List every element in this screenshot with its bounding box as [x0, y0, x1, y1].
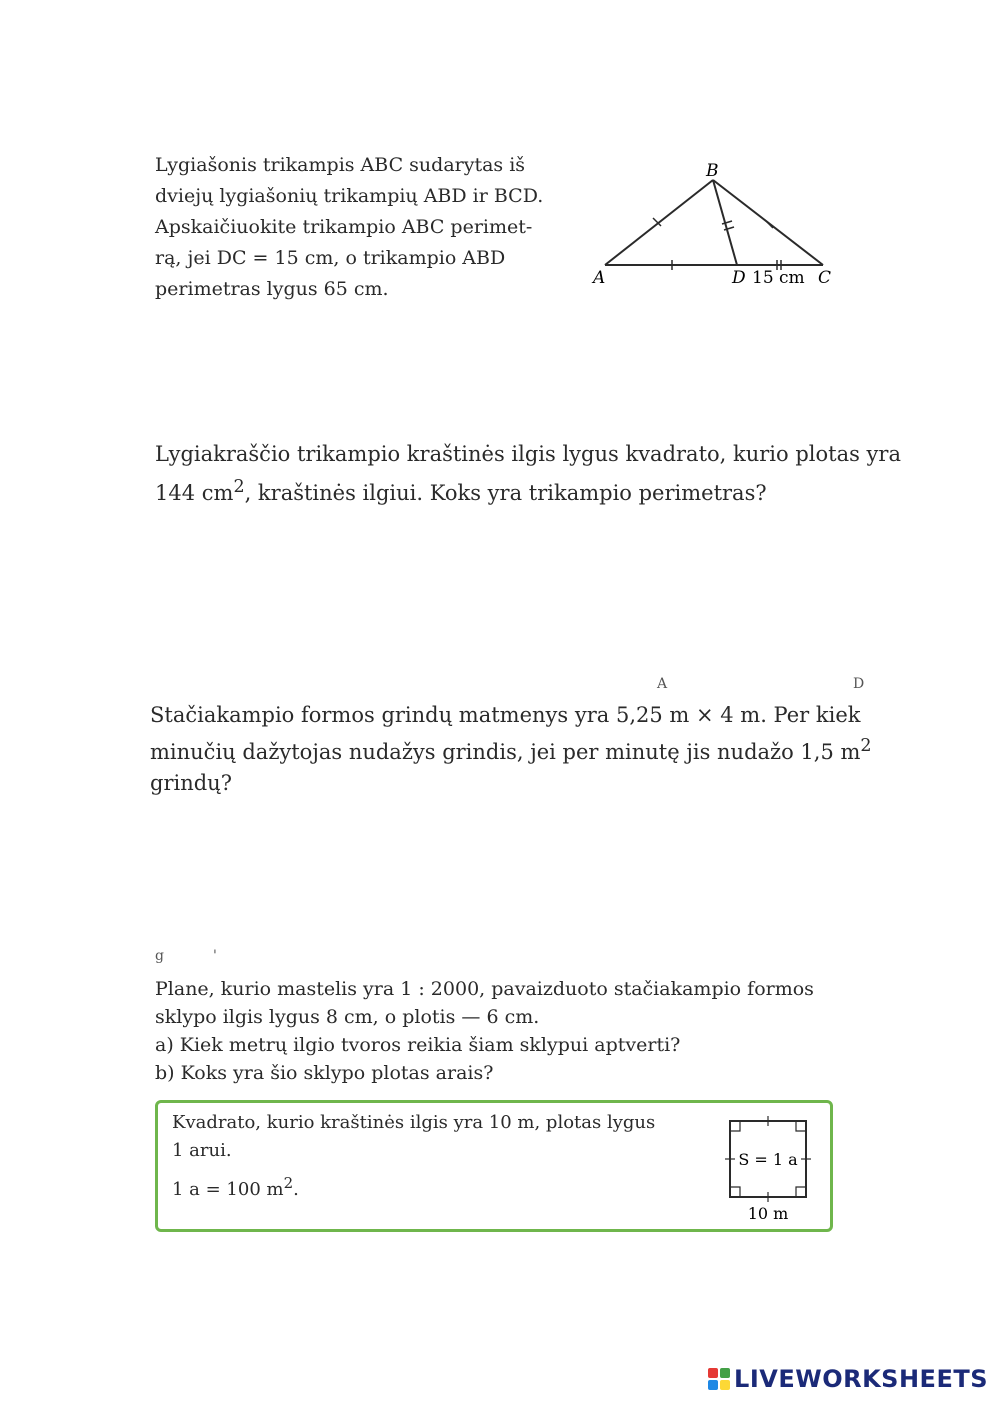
problem-2-line: Lygiakraščio trikampio kraštinės ilgis lygus kvadrato, kurio plotas yra — [155, 442, 901, 466]
segment-label-dc: 15 cm — [752, 268, 805, 288]
vertex-label-c: C — [818, 268, 832, 288]
problem-2-text — [155, 438, 905, 510]
problem-4-text — [155, 975, 845, 1087]
problem-1-line: Apskaičiuokite trikampio ABC perimet- — [155, 216, 533, 238]
problem-4-question-b: b) Koks yra šio sklypo plotas arais? — [155, 1062, 494, 1084]
problem-1-text — [155, 150, 555, 305]
vertex-label-b: B — [706, 161, 719, 181]
vertex-label-d: D — [732, 268, 746, 288]
problem-4-line: sklypo ilgis lygus 8 cm, o plotis — 6 cm. — [155, 1006, 540, 1028]
square-figure — [718, 1113, 818, 1225]
problem-3-line: minučių dažytojas nudažys grindis, jei per minutę jis nudažo 1,5 $m^2$ — [150, 736, 872, 764]
clipped-tick: ' — [213, 948, 217, 964]
problem-1-line: dviejų lygiašonių trikampių ABD ir BCD. — [155, 185, 544, 207]
clipped-letter-g: g — [155, 948, 164, 964]
problem-3-line: grindų? — [150, 771, 232, 795]
info-line: 1 arui. — [172, 1140, 232, 1161]
problem-1-line: perimetras lygus 65 cm. — [155, 278, 389, 300]
problem-1-line: Lygiašonis trikampis ABC sudarytas iš — [155, 154, 526, 176]
problem-1-line: rą, jei DC = 15 cm, o trikampio ABD — [155, 247, 506, 269]
info-formula: 1 a = 100 $m^2$. — [172, 1174, 299, 1200]
info-box-text — [172, 1109, 655, 1204]
logo-mark-icon — [708, 1368, 730, 1390]
triangle-figure — [590, 160, 840, 290]
square-area-label: S = 1 a — [738, 1150, 798, 1169]
clipped-letter-d: D — [853, 676, 865, 692]
area-value: 144 cm — [155, 481, 234, 505]
problem-3-text — [150, 700, 880, 799]
rate-exponent: 2 — [860, 736, 872, 756]
problem-4-line: Plane, kurio mastelis yra 1 : 2000, pavaizduoto stačiakampio formos — [155, 978, 814, 1000]
square-side-label: 10 m — [747, 1204, 789, 1223]
vertex-label-a: A — [593, 268, 606, 288]
problem-4-question-a: a) Kiek metrų ilgio tvoros reikia šiam sklypui aptverti? — [155, 1034, 681, 1056]
problem-3-line: Stačiakampio formos grindų matmenys yra 5,25 m × 4 m. Per kiek — [150, 703, 861, 727]
clipped-letter-a: A — [657, 676, 668, 692]
area-exponent: 2 — [233, 477, 245, 497]
info-line: Kvadrato, kurio kraštinės ilgis yra 10 m, plotas lygus — [172, 1112, 656, 1133]
problem-2-question: , kraštinės ilgiui. Koks yra trikampio perimetras? — [244, 481, 767, 505]
info-box — [155, 1100, 833, 1232]
problem-2-line — [155, 471, 905, 510]
logo-text: LIVEWORKSHEETS — [734, 1365, 988, 1393]
liveworksheets-logo — [708, 1365, 988, 1393]
